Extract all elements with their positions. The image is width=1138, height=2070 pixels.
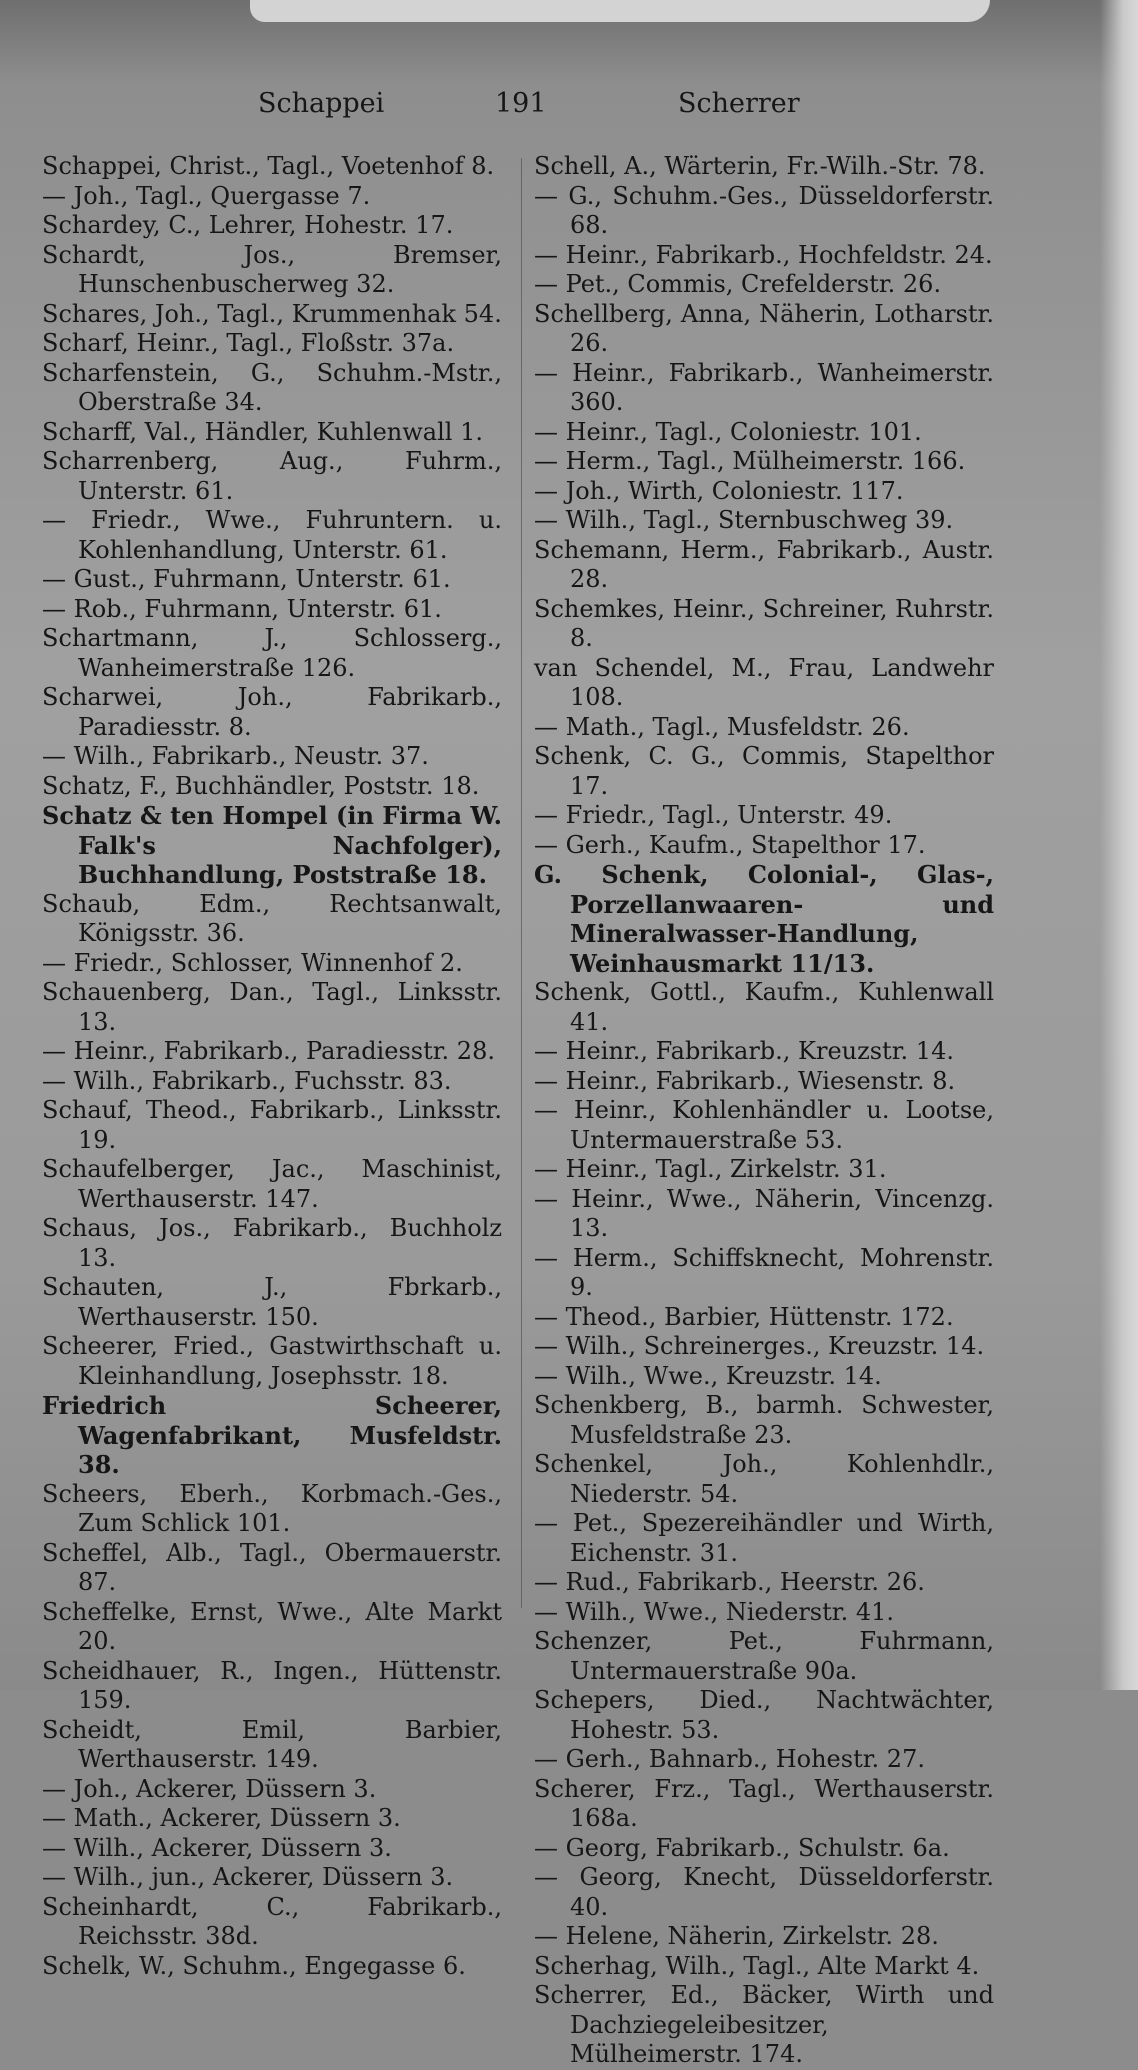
directory-entry: — Wilh., Wwe., Niederstr. 41. bbox=[534, 1597, 895, 1626]
directory-entry: — Wilh., Tagl., Sternbuschweg 39. bbox=[534, 506, 954, 534]
directory-entry: Scheerer, Fried., Gastwirthschaft u. Kleinhandlung, Josephsstr. 18. bbox=[42, 1332, 502, 1390]
directory-entry: van Schendel, M., Frau, Landwehr 108. bbox=[534, 653, 994, 711]
directory-entry: Scharff, Val., Händler, Kuhlenwall 1. bbox=[42, 417, 483, 446]
directory-entry: Schenk, Gottl., Kaufm., Kuhlenwall 41. bbox=[534, 978, 994, 1036]
directory-entry-featured: G. Schenk, Colonial-, Glas-, Porzellanwaaren- und Mineralwasser-Handlung, Weinhausmarkt 11/13. bbox=[534, 860, 994, 978]
directory-entry: Schartmann, J., Schlosserg., Wanheimerstraße 126. bbox=[42, 624, 502, 682]
directory-entry: Scharfenstein, G., Schuhm.-Mstr., Oberstraße 34. bbox=[42, 358, 502, 416]
directory-entry: — Heinr., Wwe., Näherin, Vincenzg. 13. bbox=[534, 1184, 994, 1242]
directory-entry: Scheinhardt, C., Fabrikarb., Reichsstr. 38d. bbox=[42, 1892, 502, 1950]
directory-entry: Schaufelberger, Jac., Maschinist, Werthauserstr. 147. bbox=[42, 1155, 502, 1213]
directory-entry: Schenkberg, B., barmh. Schwester, Musfeldstraße 23. bbox=[534, 1391, 994, 1449]
directory-entry: Scheers, Eberh., Korbmach.-Ges., Zum Schlick 101. bbox=[42, 1479, 502, 1537]
column-divider bbox=[521, 158, 522, 1608]
directory-entry: Schauten, J., Fbrkarb., Werthauserstr. 150. bbox=[42, 1273, 502, 1331]
directory-entry: — Georg, Fabrikarb., Schulstr. 6a. bbox=[534, 1833, 950, 1862]
paper-right-edge bbox=[1100, 0, 1138, 1690]
directory-entry: Schauf, Theod., Fabrikarb., Linksstr. 19. bbox=[42, 1096, 502, 1154]
directory-entry: Schenk, C. G., Commis, Stapelthor 17. bbox=[534, 742, 994, 800]
directory-entry: Scherrer, Ed., Bäcker, Wirth und Dachziegeleibesitzer, Mülheimerstr. 174. bbox=[534, 1981, 994, 2068]
directory-entry: Scheidhauer, R., Ingen., Hüttenstr. 159. bbox=[42, 1656, 502, 1714]
right-column bbox=[534, 152, 994, 2070]
directory-entry: Schardey, C., Lehrer, Hohestr. 17. bbox=[42, 211, 454, 239]
directory-entry: — Heinr., Tagl., Zirkelstr. 31. bbox=[534, 1155, 887, 1183]
directory-entry: Schappei, Christ., Tagl., Voetenhof 8. bbox=[42, 152, 495, 180]
directory-entry: — Heinr., Fabrikarb., Wanheimerstr. 360. bbox=[534, 358, 994, 416]
directory-entry: — Wilh., Fabrikarb., Neustr. 37. bbox=[42, 742, 429, 770]
directory-entry: — Rud., Fabrikarb., Heerstr. 26. bbox=[534, 1568, 925, 1596]
directory-entry: Scheidt, Emil, Barbier, Werthauserstr. 149. bbox=[42, 1715, 502, 1773]
directory-entry: — Pet., Spezereihändler und Wirth, Eichenstr. 31. bbox=[534, 1509, 994, 1567]
header-left-keyword: Schappei bbox=[258, 88, 385, 119]
directory-entry: Scharf, Heinr., Tagl., Floßstr. 37a. bbox=[42, 329, 455, 357]
directory-entry: Schaub, Edm., Rechtsanwalt, Königsstr. 36. bbox=[42, 889, 502, 947]
page-number: 191 bbox=[495, 88, 547, 119]
directory-entry: Schemann, Herm., Fabrikarb., Austr. 28. bbox=[534, 535, 994, 593]
left-column bbox=[42, 152, 502, 1981]
directory-entry: — Joh., Wirth, Coloniestr. 117. bbox=[534, 476, 904, 505]
directory-entry: — Friedr., Tagl., Unterstr. 49. bbox=[534, 801, 893, 829]
directory-entry: Scheffelke, Ernst, Wwe., Alte Markt 20. bbox=[42, 1597, 502, 1655]
directory-entry: Schares, Joh., Tagl., Krummenhak 54. bbox=[42, 299, 502, 328]
directory-entry: — Joh., Ackerer, Düssern 3. bbox=[42, 1774, 377, 1803]
directory-entry: Schepers, Died., Nachtwächter, Hohestr. 53. bbox=[534, 1686, 994, 1744]
directory-entry: — Wilh., Fabrikarb., Fuchsstr. 83. bbox=[42, 1066, 452, 1095]
directory-entry: — Gerh., Bahnarb., Hohestr. 27. bbox=[534, 1745, 925, 1773]
directory-entry: — Joh., Tagl., Quergasse 7. bbox=[42, 181, 371, 210]
directory-entry: Schellberg, Anna, Näherin, Lotharstr. 26. bbox=[534, 299, 994, 357]
directory-entry: — Georg, Knecht, Düsseldorferstr. 40. bbox=[534, 1863, 994, 1921]
directory-entry: — Heinr., Fabrikarb., Paradiesstr. 28. bbox=[42, 1037, 495, 1065]
directory-entry: Schelk, W., Schuhm., Engegasse 6. bbox=[42, 1951, 466, 1980]
directory-entry: — Math., Ackerer, Düssern 3. bbox=[42, 1804, 401, 1832]
directory-entry: — Pet., Commis, Crefelderstr. 26. bbox=[534, 270, 942, 298]
page-header bbox=[0, 88, 1138, 128]
directory-entry: Scharwei, Joh., Fabrikarb., Paradiesstr. 8. bbox=[42, 683, 502, 741]
directory-entry: — Gerh., Kaufm., Stapelthor 17. bbox=[534, 830, 926, 859]
directory-entry: — Heinr., Fabrikarb., Kreuzstr. 14. bbox=[534, 1037, 954, 1065]
directory-entry: Schemkes, Heinr., Schreiner, Ruhrstr. 8. bbox=[534, 594, 994, 652]
directory-entry: Scherer, Frz., Tagl., Werthauserstr. 168a. bbox=[534, 1774, 994, 1832]
directory-entry: — Theod., Barbier, Hüttenstr. 172. bbox=[534, 1302, 954, 1331]
directory-entry: — Wilh., Wwe., Kreuzstr. 14. bbox=[534, 1361, 882, 1390]
directory-entry: — Herm., Schiffsknecht, Mohrenstr. 9. bbox=[534, 1243, 994, 1301]
directory-entry: — Wilh., Schreinerges., Kreuzstr. 14. bbox=[534, 1332, 985, 1360]
directory-entry: — G., Schuhm.-Ges., Düsseldorferstr. 68. bbox=[534, 181, 994, 239]
directory-entry-featured: Friedrich Scheerer, Wagenfabrikant, Musfeldstr. 38. bbox=[42, 1391, 502, 1479]
directory-entry: — Helene, Näherin, Zirkelstr. 28. bbox=[534, 1922, 939, 1950]
directory-entry: Schardt, Jos., Bremser, Hunschenbuscherweg 32. bbox=[42, 240, 502, 298]
directory-entry: — Heinr., Tagl., Coloniestr. 101. bbox=[534, 417, 922, 446]
directory-entry: — Gust., Fuhrmann, Unterstr. 61. bbox=[42, 565, 451, 593]
directory-entry: Schenzer, Pet., Fuhrmann, Untermauerstraße 90a. bbox=[534, 1627, 994, 1685]
directory-entry: Scheffel, Alb., Tagl., Obermauerstr. 87. bbox=[42, 1538, 502, 1596]
directory-entry: Scherhag, Wilh., Tagl., Alte Markt 4. bbox=[534, 1951, 980, 1980]
directory-entry: — Heinr., Fabrikarb., Hochfeldstr. 24. bbox=[534, 240, 993, 269]
directory-entry-featured: Schatz & ten Hompel (in Firma W. Falk's Nachfolger), Buchhandlung, Poststraße 18. bbox=[42, 801, 502, 889]
directory-entry: — Rob., Fuhrmann, Unterstr. 61. bbox=[42, 594, 442, 623]
directory-entry: — Wilh., Ackerer, Düssern 3. bbox=[42, 1833, 392, 1862]
directory-entry: Schatz, F., Buchhändler, Poststr. 18. bbox=[42, 771, 480, 800]
directory-entry: Schenkel, Joh., Kohlenhdlr., Niederstr. 54. bbox=[534, 1450, 994, 1508]
directory-entry: — Herm., Tagl., Mülheimerstr. 166. bbox=[534, 447, 966, 475]
directory-entry: — Heinr., Kohlenhändler u. Lootse, Untermauerstraße 53. bbox=[534, 1096, 994, 1154]
header-right-keyword: Scherrer bbox=[678, 88, 800, 119]
directory-entry: Schauenberg, Dan., Tagl., Linksstr. 13. bbox=[42, 978, 502, 1036]
directory-entry: Schell, A., Wärterin, Fr.-Wilh.-Str. 78. bbox=[534, 152, 986, 180]
directory-entry: Scharrenberg, Aug., Fuhrm., Unterstr. 61. bbox=[42, 447, 502, 505]
directory-entry: — Math., Tagl., Musfeldstr. 26. bbox=[534, 712, 910, 741]
directory-entry: — Friedr., Schlosser, Winnenhof 2. bbox=[42, 948, 463, 977]
directory-entry: — Heinr., Fabrikarb., Wiesenstr. 8. bbox=[534, 1066, 956, 1095]
directory-entry: — Wilh., jun., Ackerer, Düssern 3. bbox=[42, 1863, 454, 1891]
torn-top-edge bbox=[250, 0, 990, 22]
directory-entry: — Friedr., Wwe., Fuhruntern. u. Kohlenhandlung, Unterstr. 61. bbox=[42, 506, 502, 564]
directory-entry: Schaus, Jos., Fabrikarb., Buchholz 13. bbox=[42, 1214, 502, 1272]
